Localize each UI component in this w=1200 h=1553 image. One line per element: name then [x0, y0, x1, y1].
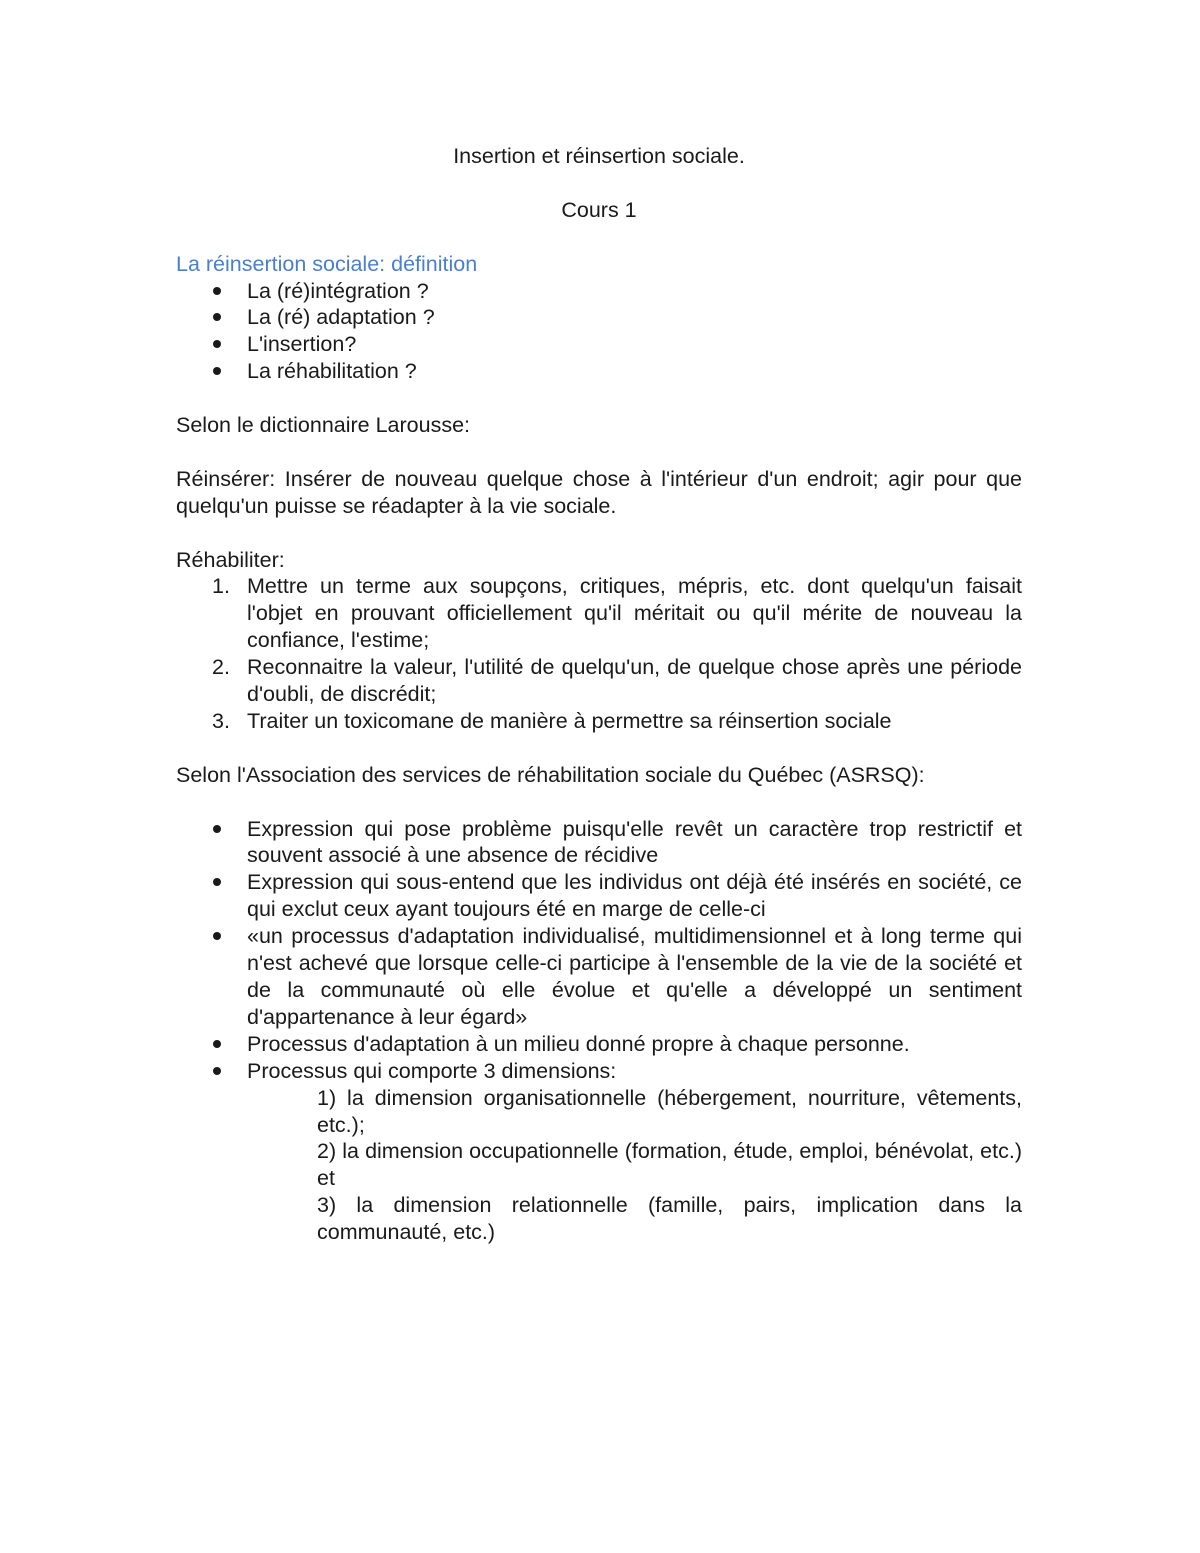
dimension-item: 2) la dimension occupationnelle (formation, étude, emploi, bénévolat, etc.) et: [317, 1139, 1022, 1191]
list-item: Processus d'adaptation à un milieu donné propre à chaque personne.: [176, 1031, 1022, 1058]
document-title: Insertion et réinsertion sociale.: [453, 144, 745, 168]
rehabiliter-label: Réhabiliter:: [176, 547, 285, 572]
list-item: Expression qui pose problème puisqu'elle revêt un caractère trop restrictif et souvent associé à une absence de récidive: [176, 816, 1022, 870]
bullet-icon: [213, 825, 221, 833]
bullet-icon: [213, 313, 221, 321]
list-item: L'insertion?: [176, 331, 1022, 358]
list-item: 1. Mettre un terme aux soupçons, critiques, mépris, etc. dont quelqu'un faisait l'objet en prouvant officiellement qu'il méritait ou qu'il mérite de nouveau la confiance, l'estime;: [212, 574, 1022, 653]
list-item: 3. Traiter un toxicomane de manière à permettre sa réinsertion sociale: [212, 708, 892, 733]
bullet-icon: [213, 287, 221, 295]
bullet-icon: [213, 1040, 221, 1048]
list-item: Processus qui comporte 3 dimensions:: [176, 1058, 1022, 1085]
list-item: La (ré)intégration ?: [176, 278, 1022, 305]
questions-list: [176, 278, 1022, 386]
course-label: Cours 1: [561, 197, 637, 222]
list-item: «un processus d'adaptation individualisé, multidimensionnel et à long terme qui n'est achevé que lorsque celle-ci participe à l'ensemble de la vie de la société et de la communauté où elle évolue et qu'elle a développé un sentiment d'appartenance à leur égard»: [176, 923, 1022, 1031]
list-item: La (ré) adaptation ?: [176, 304, 1022, 331]
asrsq-list: [176, 816, 1022, 1085]
rehabiliter-list: [176, 573, 1022, 734]
bullet-icon: [213, 367, 221, 375]
dimensions-list: [176, 1085, 1022, 1246]
list-item: 2. Reconnaitre la valeur, l'utilité de quelqu'un, de quelque chose après une période d'oubli, de discrédit;: [212, 655, 1022, 707]
larousse-intro: Selon le dictionnaire Larousse:: [176, 413, 471, 438]
bullet-icon: [213, 932, 221, 940]
list-item: Expression qui sous-entend que les individus ont déjà été insérés en société, ce qui exclut ceux ayant toujours été en marge de celle-ci: [176, 869, 1022, 923]
document-body: [176, 143, 1022, 1246]
bullet-icon: [213, 1067, 221, 1075]
asrsq-intro: Selon l'Association des services de réhabilitation sociale du Québec (ASRSQ):: [176, 762, 925, 787]
bullet-icon: [213, 340, 221, 348]
list-item: La réhabilitation ?: [176, 358, 1022, 385]
dimension-item: 3) la dimension relationnelle (famille, pairs, implication dans la communauté, etc.): [317, 1193, 1022, 1245]
bullet-icon: [213, 878, 221, 886]
reinserer-definition: Réinsérer: Insérer de nouveau quelque chose à l'intérieur d'un endroit; agir pour que quelqu'un puisse se réadapter à la vie sociale.: [176, 466, 1022, 518]
dimension-item: 1) la dimension organisationnelle (hébergement, nourriture, vêtements, etc.);: [317, 1085, 1022, 1137]
section-heading: La réinsertion sociale: définition: [176, 251, 478, 276]
